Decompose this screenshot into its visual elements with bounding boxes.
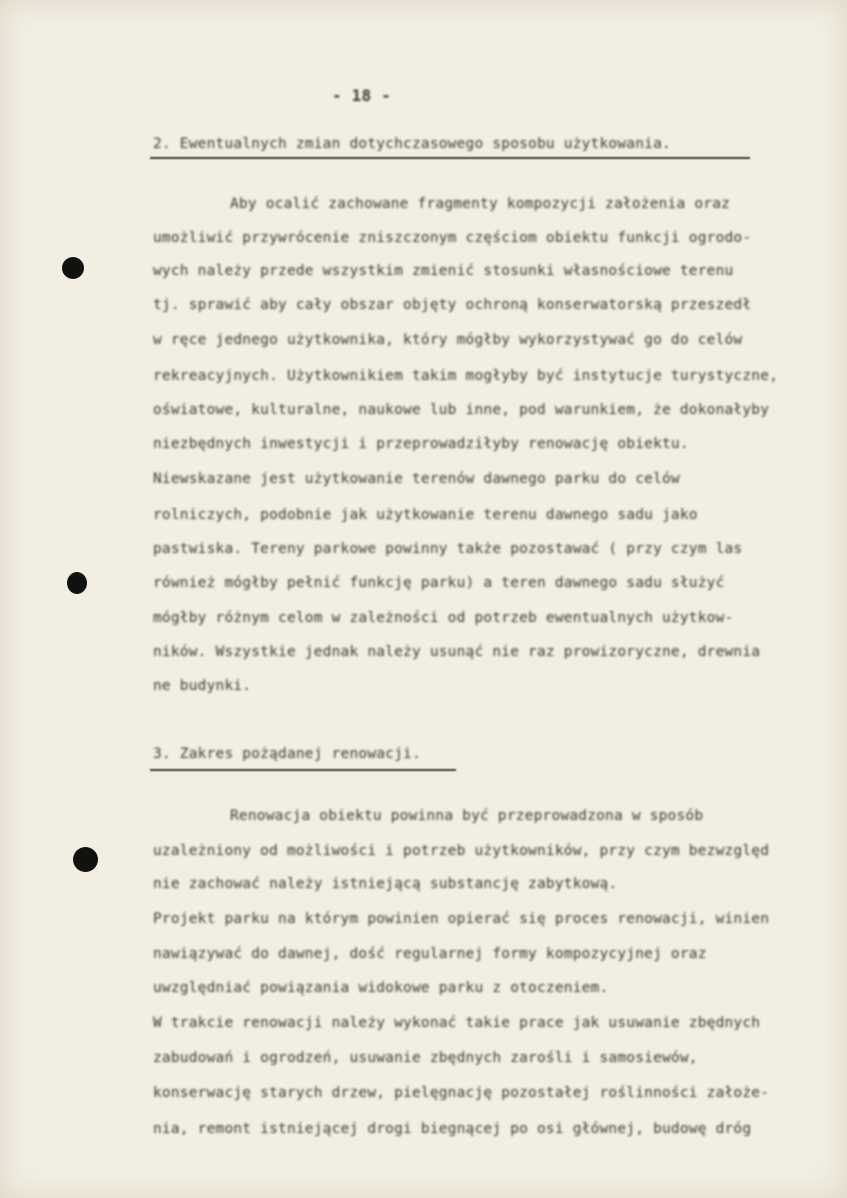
paragraph-line: ników. Wszystkie jednak należy usunąć nie raz prowizoryczne, drewnia bbox=[153, 644, 761, 660]
section-3-heading-underline bbox=[150, 769, 456, 771]
section-2-heading: 2. Ewentualnych zmian dotychczasowego sposobu użytkowania. bbox=[153, 136, 671, 152]
section-3-heading: 3. Zakres pożądanej renowacji. bbox=[153, 746, 421, 762]
paragraph-line: uzależniony od możliwości i potrzeb użytkowników, przy czym bezwzględ bbox=[153, 843, 770, 859]
paragraph-line: Renowacja obiektu powinna być przeprowadzona w sposób bbox=[230, 808, 704, 824]
paragraph-line: rolniczych, podobnie jak użytkowanie terenu dawnego sadu jako bbox=[153, 507, 698, 523]
paragraph-line: oświatowe, kulturalne, naukowe lub inne, pod warunkiem, że dokonałyby bbox=[153, 402, 770, 418]
punch-hole-top bbox=[62, 257, 84, 279]
section-2-heading-underline bbox=[150, 157, 750, 159]
paragraph-line: zabudowań i ogrodzeń, usuwanie zbędnych zarośli i samosiewów, bbox=[153, 1050, 698, 1066]
paragraph-line: wych należy przede wszystkim zmienić stosunki własnościowe terenu bbox=[153, 263, 734, 279]
paragraph-line: uwzględniać powiązania widokowe parku z otoczeniem. bbox=[153, 980, 609, 996]
paragraph-line: Projekt parku na którym powinien opierać się proces renowacji, winien bbox=[153, 911, 770, 927]
page-number: - 18 - bbox=[332, 86, 391, 105]
paragraph-line: pastwiska. Tereny parkowe powinny także pozostawać ( przy czym las bbox=[153, 541, 743, 557]
paragraph-line: nawiązywać do dawnej, dość regularnej formy kompozycyjnej oraz bbox=[153, 946, 707, 962]
paragraph-line: umożliwić przywrócenie zniszczonym częściom obiektu funkcji ogrodo- bbox=[153, 230, 752, 246]
paragraph-line: niezbędnych inwestycji i przeprowadziłyby renowację obiektu. bbox=[153, 436, 689, 452]
paragraph-line: rekreacyjnych. Użytkownikiem takim mogłyby być instytucje turystyczne, bbox=[153, 368, 779, 384]
paragraph-line: w ręce jednego użytkownika, który mógłby wykorzystywać go do celów bbox=[153, 332, 743, 348]
paragraph-line: konserwację starych drzew, pielęgnację pozostałej roślinności założe- bbox=[153, 1085, 770, 1101]
paragraph-line: nie zachować należy istniejącą substancję zabytkową. bbox=[153, 876, 618, 892]
paragraph-line: mógłby różnym celom w zależności od potrzeb ewentualnych użytkow- bbox=[153, 610, 734, 626]
paragraph-line: ne budynki. bbox=[153, 678, 252, 694]
paragraph-line: Aby ocalić zachowane fragmenty kompozycji założenia oraz bbox=[230, 196, 731, 212]
paragraph-line: W trakcie renowacji należy wykonać takie prace jak usuwanie zbędnych bbox=[153, 1015, 761, 1031]
punch-hole-bottom bbox=[73, 847, 98, 872]
paragraph-line: również mógłby pełnić funkcję parku) a teren dawnego sadu służyć bbox=[153, 575, 725, 591]
paragraph-line: Niewskazane jest użytkowanie terenów dawnego parku do celów bbox=[153, 471, 680, 487]
paragraph-line: nia, remont istniejącej drogi biegnącej po osi głównej, budowę dróg bbox=[153, 1121, 752, 1137]
paragraph-line: tj. sprawić aby cały obszar objęty ochroną konserwatorską przeszedł bbox=[153, 297, 752, 313]
punch-hole-middle bbox=[67, 572, 87, 594]
